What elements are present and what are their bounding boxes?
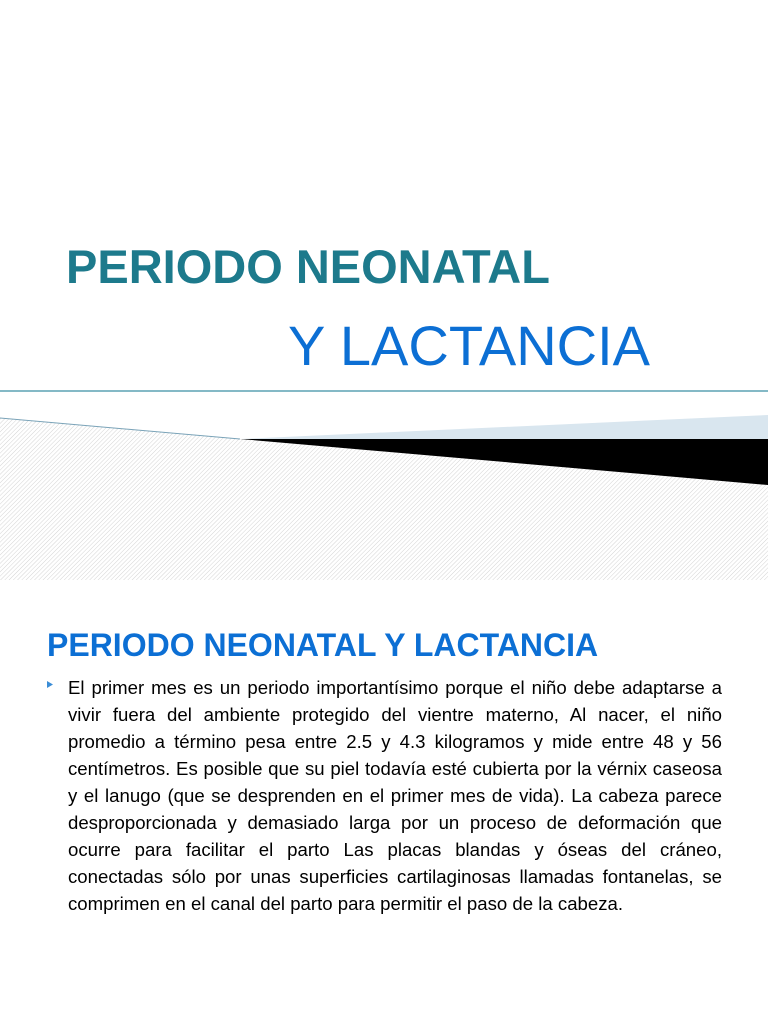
bullet-list [46,674,722,917]
slide-title-line-1: PERIODO NEONATAL [66,240,550,293]
decorative-band [0,385,768,580]
slide-heading: PERIODO NEONATAL Y LACTANCIA [47,627,599,663]
triangle-bullet-icon [46,674,56,701]
bullet-text: El primer mes es un periodo importantísimo porque el niño debe adaptarse a vivir fuera del ambiente protegido del vientre materno, Al nacer, el niño promedio a término pesa entre 2.5 y 4.3 kilogramos y mide entre 48 y 56 centímetros. Es posible que su piel todavía esté cubierta por la vérnix caseosa y el lanugo (que se desprenden en el primer mes de vida). La cabeza parece desproporcionada y demasiado larga por un proceso de deformación que ocurre para facilitar el parto Las placas blandas y óseas del cráneo, conectadas sólo por unas superficies cartilaginosas llamadas fontanelas, se comprimen en el canal del parto para permitir el paso de la cabeza. [68,677,722,914]
list-item [46,674,722,917]
content-slide [0,580,768,1024]
slide-title-line-2: Y LACTANCIA [288,314,651,377]
